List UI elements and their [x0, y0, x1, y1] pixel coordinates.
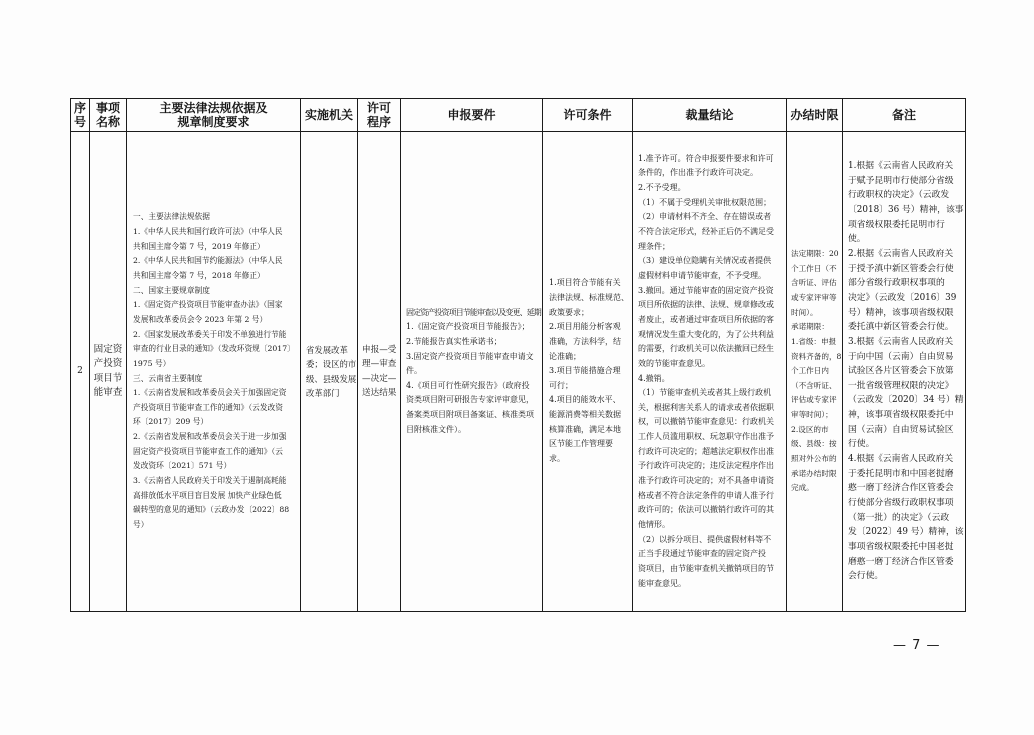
time-limit-line: 或专家评审等 [791, 292, 837, 302]
conclusion-line: 能审查意见。 [638, 578, 686, 588]
legal-basis-line: 审查的行业目录的通知》（发改环资规〔2017〕 [133, 344, 295, 354]
item-name-line: 项目节 [93, 372, 123, 384]
conditions-line: 政策要求； [549, 307, 589, 317]
header-procedure [358, 98, 401, 132]
legal-basis-line: 2.《国家发展改革委关于印发不单独进行节能 [133, 329, 287, 339]
header-index-label: 序 [73, 101, 86, 115]
legal-basis-line: 2.《云南省发展和改革委员会关于进一步加强 [133, 432, 287, 442]
item-name-line: 能审查 [93, 386, 123, 398]
remarks-line: 神，该事项省级权限委托中 [848, 410, 954, 421]
materials-line: 1.《固定资产投资项目节能报告》； [406, 322, 530, 332]
materials-line: 3.固定资产投资项目节能审查申请文 [406, 351, 534, 361]
conclusion-line: 予行政许可决定的；违反法定程序作出 [638, 461, 774, 471]
remarks-line: 一批省级管理权限的决定》 [848, 380, 954, 391]
remarks-line: 磨憨一磨丁经济合作区管委 [848, 556, 954, 567]
procedure-cell [358, 132, 401, 612]
conclusion-line: （1）不属于受理机关审批权限范围； [638, 197, 772, 207]
conclusion-line: 效的节能审查意见。 [638, 358, 710, 368]
legal-basis-line: 3.《云南省人民政府关于印发关于遏制高耗能 [133, 476, 287, 486]
remarks-line: 1.根据《云南省人民政府关 [848, 160, 954, 171]
remarks-line: 号）精神，该事项省级权限 [848, 307, 954, 318]
page-number: — 7 — [893, 638, 941, 653]
legal-basis-line: 1975 号） [133, 358, 171, 368]
legal-basis-line: 产投资项目节能审查工作的通知》（云发改资 [133, 402, 283, 412]
remarks-line: （第一批）的决定》（云政 [848, 512, 950, 523]
authority-line: 改革部门 [306, 387, 340, 398]
remarks-line: 项省级权限委托昆明市行 [848, 219, 945, 230]
remarks-line: 事项省级权限委托中国老挝 [848, 542, 954, 553]
legal-basis-line: 号） [133, 520, 149, 530]
conclusion-line: 观情况发生重大变化的，为了公共利益 [638, 329, 774, 339]
conditions-cell [543, 132, 633, 612]
time-limit-line: 1.省级：申报 [791, 336, 837, 346]
remarks-line: 使。 [848, 234, 866, 245]
permit-table [70, 98, 966, 612]
header-index-label: 号 [73, 115, 86, 129]
row-index-value: 2 [77, 366, 83, 377]
remarks-line: 决定》（云政发〔2016〕39 [848, 292, 957, 303]
conclusion-line: 的需要，行政机关可以依法撤回已经生 [638, 344, 774, 354]
conditions-line: 4.项目的能效水平、 [549, 395, 621, 405]
header-time-limit [787, 98, 843, 132]
legal-basis-line: 固定资产投资项目节能审查工作的通知》（云 [133, 446, 283, 456]
materials-line: 固定资产投资项目节能审查以及变更、延期 [406, 307, 541, 317]
remarks-line: 〔2018〕36 号）精神，该事 [848, 204, 964, 215]
header-time-limit-label: 办结时限 [790, 108, 839, 122]
conclusion-line: 虚假材料申请节能审查，不予受理。 [638, 270, 766, 280]
remarks-line: 3.根据《云南省人民政府关 [848, 336, 954, 347]
conclusion-line: 3.撤回。通过节能审查的固定资产投资 [638, 285, 774, 295]
header-item-name [90, 98, 127, 132]
time-limit-cell [787, 132, 843, 612]
remarks-line: 国（云南）自由贸易试验区 [848, 424, 954, 435]
materials-line: 目附核准文件）。 [406, 424, 466, 434]
authority-line: 省发展改革 [306, 344, 348, 355]
item-name-line: 固定资 [93, 343, 123, 355]
materials-line: 备案类项目附项目备案证、核准类项 [406, 410, 534, 420]
conclusion-line: 项目所依据的法律、法规、规章修改或 [638, 300, 774, 310]
remarks-line: 行使部分省级行政职权事项 [848, 498, 954, 509]
remarks-line: 委托滇中新区管委会行使。 [848, 322, 954, 333]
header-authority-label: 实施机关 [304, 108, 353, 122]
header-conclusion [633, 98, 787, 132]
conclusion-line: 4.撤销。 [638, 373, 670, 383]
time-limit-line: 级、县级：按 [791, 439, 837, 449]
conclusion-line: （2）申请材料不齐全、存在错误或者 [638, 212, 772, 222]
procedure-line: 送达结果 [362, 387, 397, 398]
materials-line: 件。 [406, 366, 422, 376]
authority-line: 级、县级发展 [306, 373, 357, 384]
conclusion-line: 关，根据利害关系人的请求或者依据职 [638, 402, 774, 412]
conclusion-line: 工作人员滥用职权、玩忽职守作出准予 [638, 432, 774, 442]
header-conditions [543, 98, 633, 132]
legal-basis-line: 1.《中华人民共和国行政许可法》（中华人民 [133, 226, 283, 236]
legal-basis-line: 环〔2017〕209 号） [133, 417, 209, 427]
time-limit-line: 个工作日内 [791, 366, 829, 376]
materials-line: 资类项目附可研报告专家评审意见， [406, 395, 534, 405]
conclusion-line: （2）以拆分项目、提供虚假材料等不 [638, 534, 772, 544]
legal-basis-line: 一、主要法律法规依据 [133, 212, 210, 222]
header-item-name-label: 名称 [95, 115, 120, 129]
remarks-line: 会行使。 [848, 571, 884, 582]
header-remarks [843, 98, 966, 132]
legal-basis-line: 碳转型的意见的通知》（云政办发〔2022〕88 [133, 505, 290, 515]
remarks-line: 2.根据《云南省人民政府关 [848, 248, 954, 259]
time-limit-line: 审等时间）； [791, 410, 833, 420]
conditions-line: 核算准确，满足本地 [549, 424, 621, 434]
time-limit-line: 法定期限：20 [791, 248, 839, 258]
header-legal-basis-label: 规章制度要求 [177, 115, 250, 129]
time-limit-line: （不含听证、 [791, 380, 837, 390]
time-limit-line: 完成。 [791, 483, 814, 493]
time-limit-line: 承诺期限： [791, 322, 829, 332]
conclusion-line: 者废止，或者通过审查项目所依据的客 [638, 314, 774, 324]
time-limit-line: 含听证、评估 [791, 278, 837, 288]
remarks-line: 发〔2022〕49 号）精神，该 [848, 527, 964, 538]
conclusion-cell [633, 132, 787, 612]
conditions-line: 区节能工作管理要 [549, 439, 613, 449]
remarks-line: （云政发〔2020〕34 号）精 [848, 395, 964, 406]
remarks-line: 试验区各片区管委会下放第 [848, 366, 954, 377]
legal-basis-line: 三、云南省主要制度 [133, 373, 203, 383]
conditions-line: 准确，方法科学，结 [549, 336, 621, 346]
legal-basis-line: 1.《固定资产投资项目节能审查办法》（国家 [133, 300, 283, 310]
conclusion-line: 理条件； [638, 241, 670, 251]
legal-basis-cell [127, 132, 301, 612]
header-procedure-label: 程序 [366, 115, 391, 129]
remarks-cell [843, 132, 966, 612]
header-authority [301, 98, 358, 132]
header-legal-basis-label: 主要法律法规依据及 [159, 101, 268, 115]
legal-basis-line: 发改资环〔2021〕571 号） [133, 461, 232, 471]
conditions-line: 论准确； [549, 351, 581, 361]
conditions-line: 能源消费等相关数据 [549, 410, 621, 420]
materials-line: 2.节能报告真实性承诺书； [406, 336, 502, 346]
time-limit-line: 资料齐备的，8 [791, 351, 842, 361]
remarks-line: 行使。 [848, 439, 875, 450]
legal-basis-line: 共和国主席令第 7 号，2019 年修正） [133, 241, 265, 251]
conditions-line: 可行； [549, 380, 573, 390]
conclusion-line: 资项目，由节能审查机关撤销项目的节 [638, 564, 774, 574]
header-materials [401, 98, 543, 132]
item-name-line: 产投资 [93, 358, 123, 370]
legal-basis-line: 发展和改革委员会令 2023 年第 2 号） [133, 314, 268, 324]
conclusion-line: 不符合法定形式，经补正后仍不满足受 [638, 226, 774, 236]
remarks-line: 于向中国（云南）自由贸易 [848, 351, 954, 362]
time-limit-line: 2.设区的市 [791, 424, 829, 434]
conclusion-line: （1）节能审查机关或者其上级行政机 [638, 388, 772, 398]
remarks-line: 于授予滇中新区管委会行使 [848, 263, 954, 274]
authority-cell [301, 132, 358, 612]
conclusion-line: 2.不予受理。 [638, 182, 686, 192]
conclusion-line: （3）建设单位隐瞒有关情况或者提供 [638, 256, 772, 266]
materials-line: 4.《项目可行性研究报告》（政府投 [406, 380, 530, 390]
item-name-cell [90, 132, 127, 612]
conclusion-line: 准予行政许可决定的；对不具备申请资 [638, 476, 774, 486]
conditions-line: 2.项目用能分析客观 [549, 322, 621, 332]
header-conditions-label: 许可条件 [563, 108, 612, 122]
header-remarks-label: 备注 [891, 108, 916, 122]
legal-basis-line: 高排放低水平项目盲目发展 加快产业绿色低 [133, 490, 282, 500]
authority-line: 委；设区的市 [306, 359, 357, 370]
remarks-line: 于委托昆明市和中国老挝磨 [848, 468, 954, 479]
conditions-line: 法律法规、标准规范、 [549, 292, 629, 302]
conclusion-line: 条件的，作出准予行政许可决定。 [638, 168, 758, 178]
time-limit-line: 承诺办结时限 [791, 468, 837, 478]
materials-cell [401, 132, 543, 612]
conclusion-line: 1.准予许可。符合申报要件要求和许可 [638, 153, 774, 163]
remarks-line: 于赋予昆明市行使部分省级 [848, 175, 954, 186]
header-index [70, 98, 90, 132]
remarks-line: 4.根据《云南省人民政府关 [848, 454, 954, 465]
conditions-line: 1.项目符合节能有关 [549, 278, 621, 288]
conclusion-line: 正当手段通过节能审查的固定资产投 [638, 549, 766, 559]
legal-basis-line: 1.《云南省发展和改革委员会关于加强固定资 [133, 388, 287, 398]
conclusion-line: 格或者不符合法定条件的申请人准予行 [638, 490, 774, 500]
remarks-line: 行政职权的决定》（云政发 [848, 190, 950, 201]
procedure-line: 理—审查 [362, 359, 397, 370]
conclusion-line: 权，可以撤销节能审查意见：行政机关 [638, 417, 774, 427]
procedure-line: 申报—受 [362, 344, 397, 355]
procedure-line: —决定— [362, 373, 397, 384]
conditions-line: 3.项目节能措施合理 [549, 366, 621, 376]
row-index-cell [70, 132, 90, 612]
conclusion-line: 政许可的；依法可以撤销行政许可的其 [638, 505, 774, 515]
header-materials-label: 申报要件 [447, 108, 496, 122]
legal-basis-line: 二、国家主要规章制度 [133, 285, 210, 295]
remarks-line: 部分省级行政职权事项的 [848, 278, 945, 289]
conclusion-line: 行政许可决定的；超越法定职权作出准 [638, 446, 774, 456]
conditions-line: 求。 [549, 454, 565, 464]
time-limit-line: 个工作日（不 [791, 263, 837, 273]
header-item-name-label: 事项 [95, 101, 120, 115]
legal-basis-line: 2.《中华人民共和国节约能源法》（中华人民 [133, 256, 283, 266]
conclusion-line: 他情形。 [638, 520, 670, 530]
header-procedure-label: 许可 [366, 101, 391, 115]
time-limit-line: 时间）。 [791, 307, 818, 317]
header-conclusion-label: 裁量结论 [685, 108, 734, 122]
time-limit-line: 评估或专家评 [791, 395, 837, 405]
remarks-line: 憨一磨丁经济合作区管委会 [848, 483, 954, 494]
legal-basis-line: 共和国主席令第 7 号，2018 年修正） [133, 270, 265, 280]
time-limit-line: 照对外公布的 [791, 454, 837, 464]
header-legal-basis [127, 98, 301, 132]
